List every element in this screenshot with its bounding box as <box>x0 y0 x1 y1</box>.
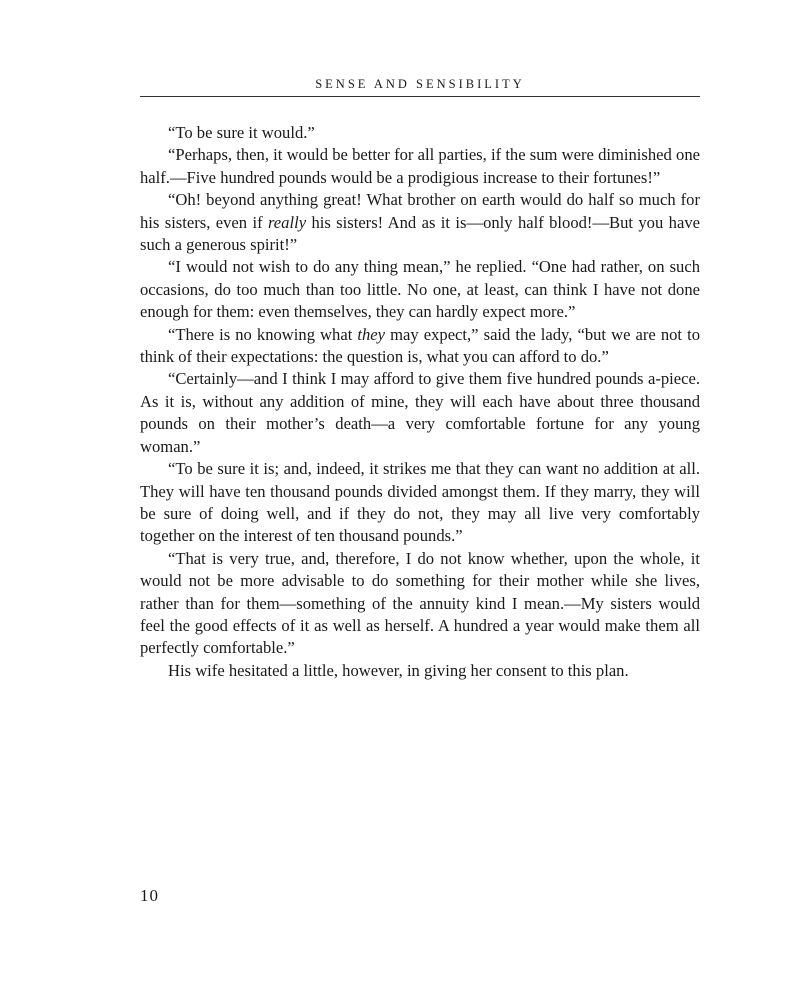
paragraph: “Perhaps, then, it would be better for all parties, if the sum were diminished one half.—Five hundred pounds would be a prodigious increase to their fortunes!” <box>140 145 700 187</box>
paragraph: “That is very true, and, therefore, I do not know whether, upon the whole, it would not be more advisable to do something for their mother while she lives, rather than for them—something of the annuity kind I mean.—My sisters would feel the good effects of it as well as herself. A hundred a year would make them all perfectly comfortable.” <box>140 548 700 658</box>
paragraph <box>140 189 700 256</box>
paragraph-text: may expect,” said the lady, “but we are not to think of their expectations: the question is, what you can afford to do.” <box>140 324 701 367</box>
paragraph: His wife hesitated a little, however, in giving her consent to this plan. <box>168 660 629 680</box>
paragraph: “I would not wish to do any thing mean,” he replied. “One had rather, on such occasions, do too much than too little. No one, at least, can think I have not done enough for them: even themselves, they can hardly expect more.” <box>140 257 700 322</box>
header-rule <box>140 96 700 97</box>
paragraph-text: “Oh! beyond anything great! What brother on earth would do half so much for his sisters, even if <box>140 190 700 232</box>
paragraph: “Certainly—and I think I may afford to give them five hundred pounds a-piece. As it is, without any addition of mine, they will each have about three thousand pounds on their mother’s death—a very comfortable fortune for any young woman.” <box>140 369 700 456</box>
italic-emphasis: really <box>267 212 307 232</box>
running-head-title: SENSE AND SENSIBILITY <box>315 77 525 91</box>
page-number: 10 <box>140 886 159 905</box>
paragraph-text: “There is no knowing what <box>168 324 358 344</box>
paragraph: “To be sure it is; and, indeed, it strikes me that they can want no addition at all. They will have ten thousand pounds divided amongst them. If they marry, they will be sure of doing well, and if they do not, they may all live very comfortably together on the interest of ten thousand pounds.” <box>140 459 700 546</box>
paragraph: “To be sure it would.” <box>168 123 315 142</box>
body-text <box>140 122 700 682</box>
italic-emphasis: they <box>357 324 386 344</box>
paragraph-text: his sisters! And as it is—only half blood!—But you have such a generous spirit!” <box>140 212 700 255</box>
paragraph <box>140 324 700 369</box>
